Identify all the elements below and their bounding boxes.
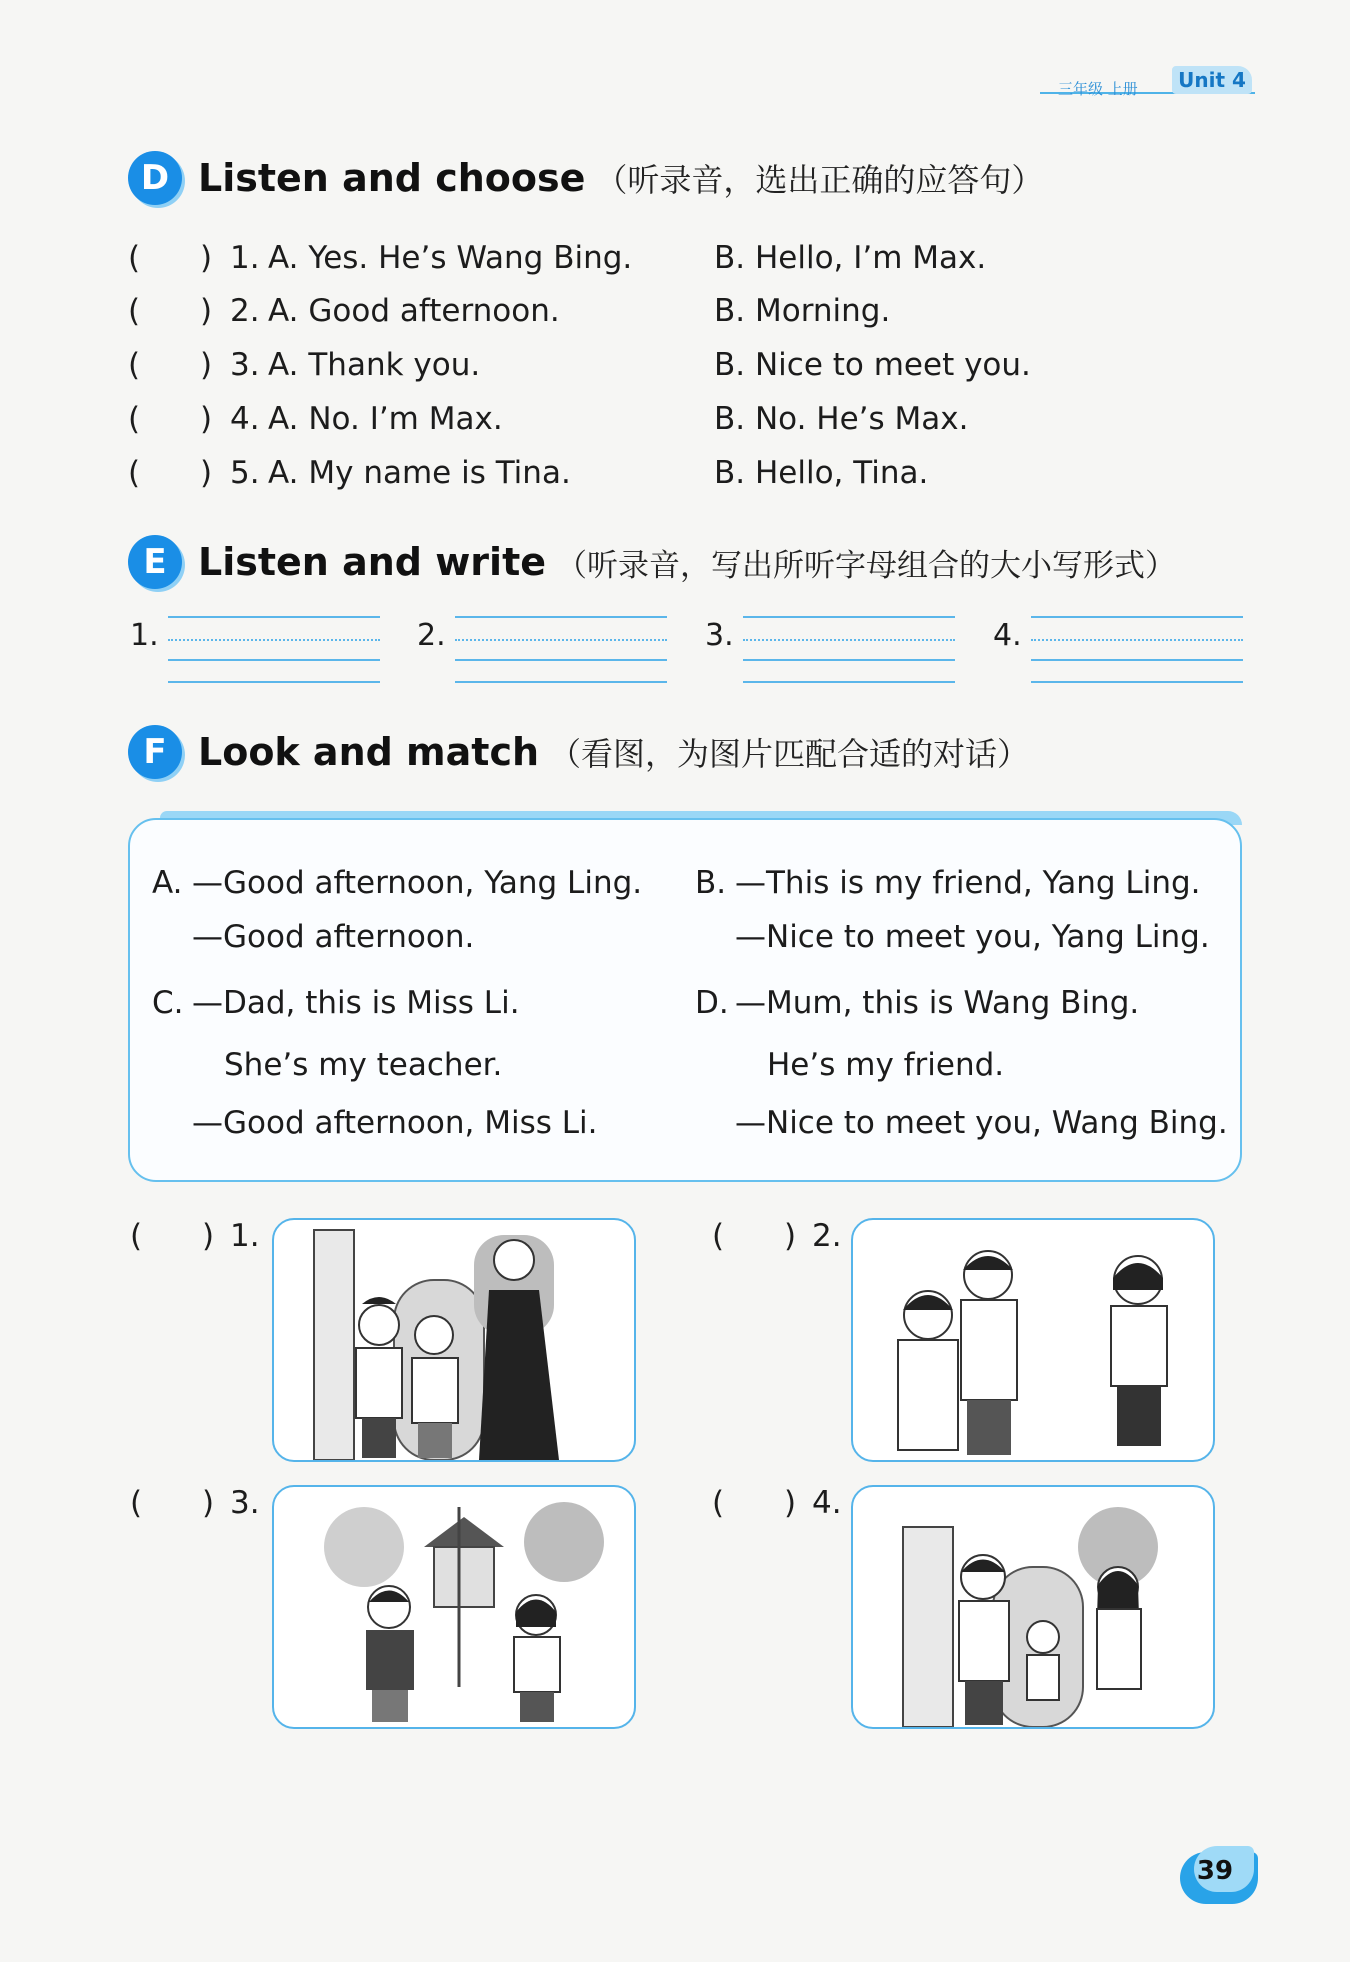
answer-blank[interactable]: ( [128,293,141,329]
section-e-subtitle: （听录音，写出所听字母组合的大小写形式） [556,547,1177,584]
answer-blank[interactable]: ( [712,1218,725,1254]
answer-blank[interactable]: ( [130,1218,143,1254]
dialogue-line: —Dad, this is Miss Li. [192,985,520,1021]
writing-lines[interactable] [455,612,667,684]
picture-number: 3. [230,1485,260,1521]
section-d-badge: D [128,151,182,205]
dialogue-line: —Good afternoon. [192,919,475,955]
option-b: B. Nice to meet you. [714,347,1031,383]
question-row [128,347,1228,397]
writing-number: 4. [993,618,1022,653]
dialogue-line: —Nice to meet you, Yang Ling. [735,919,1210,955]
picture-number: 1. [230,1218,260,1254]
dialogue-line: —Mum, this is Wang Bing. [735,985,1140,1021]
writing-lines[interactable] [168,612,380,684]
writing-item [417,612,647,688]
answer-blank[interactable]: ( [128,347,141,383]
question-number: 4. [230,401,260,437]
writing-item [130,612,360,688]
section-f-heading [128,722,1029,782]
question-row [128,293,1228,343]
option-a: A. My name is Tina. [268,455,571,491]
dialogue-label: B. [695,865,727,901]
paren-close: ) [784,1485,797,1521]
answer-blank[interactable]: ( [128,455,141,491]
picture-number: 2. [812,1218,842,1254]
section-e-badge: E [128,535,182,589]
answer-blank[interactable]: ( [128,240,141,276]
picture-2-illustration [851,1218,1215,1462]
paren-close: ) [784,1218,797,1254]
question-number: 1. [230,240,260,276]
section-d-subtitle: （听录音，选出正确的应答句） [595,161,1044,199]
question-number: 5. [230,455,260,491]
picture-number: 4. [812,1485,842,1521]
option-a: A. Yes. He’s Wang Bing. [268,240,633,276]
answer-blank[interactable]: ( [130,1485,143,1521]
page-number-badge [1180,1846,1260,1906]
dialogue-line: —Good afternoon, Miss Li. [192,1105,598,1141]
dialogue-line: He’s my friend. [767,1047,1005,1083]
option-a: A. No. I’m Max. [268,401,503,437]
dialogue-label: C. [152,985,184,1021]
writing-number: 3. [705,618,734,653]
paren-close: ) [200,401,213,437]
answer-blank[interactable]: ( [128,401,141,437]
paren-close: ) [202,1485,215,1521]
dialogue-label: A. [152,865,183,901]
dialogue-line: She’s my teacher. [224,1047,503,1083]
unit-header [1040,66,1255,100]
question-number: 2. [230,293,260,329]
paren-close: ) [200,455,213,491]
option-a: A. Good afternoon. [268,293,560,329]
section-f-badge: F [128,725,182,779]
option-b: B. Hello, I’m Max. [714,240,987,276]
dialogue-box [128,818,1242,1182]
section-f-title: Look and match [198,730,540,774]
page-number: 39 [1196,1856,1234,1886]
section-f-subtitle: （看图，为图片匹配合适的对话） [549,735,1030,773]
question-number: 3. [230,347,260,383]
section-d-heading [128,148,1043,208]
section-e-title: Listen and write [198,540,547,584]
question-row [128,401,1228,451]
grade-label: 三年级 上册 [1058,80,1138,98]
paren-close: ) [200,293,213,329]
dialogue-line: —This is my friend, Yang Ling. [735,865,1201,901]
answer-blank[interactable]: ( [712,1485,725,1521]
picture-1-illustration [272,1218,636,1462]
picture-4-illustration [851,1485,1215,1729]
unit-label: Unit 4 [1172,66,1252,94]
option-b: B. No. He’s Max. [714,401,969,437]
writing-item [705,612,935,688]
writing-number: 2. [417,618,446,653]
option-b: B. Hello, Tina. [714,455,929,491]
paren-close: ) [202,1218,215,1254]
paren-close: ) [200,347,213,383]
question-row [128,240,1228,290]
option-a: A. Thank you. [268,347,481,383]
paren-close: ) [200,240,213,276]
writing-item [993,612,1223,688]
dialogue-label: D. [695,985,729,1021]
writing-lines[interactable] [743,612,955,684]
writing-number: 1. [130,618,159,653]
dialogue-line: —Good afternoon, Yang Ling. [192,865,643,901]
question-row [128,455,1228,505]
section-e-heading [128,532,1176,592]
writing-lines[interactable] [1031,612,1243,684]
dialogue-line: —Nice to meet you, Wang Bing. [735,1105,1228,1141]
section-d-title: Listen and choose [198,156,586,200]
picture-3-illustration [272,1485,636,1729]
option-b: B. Morning. [714,293,891,329]
